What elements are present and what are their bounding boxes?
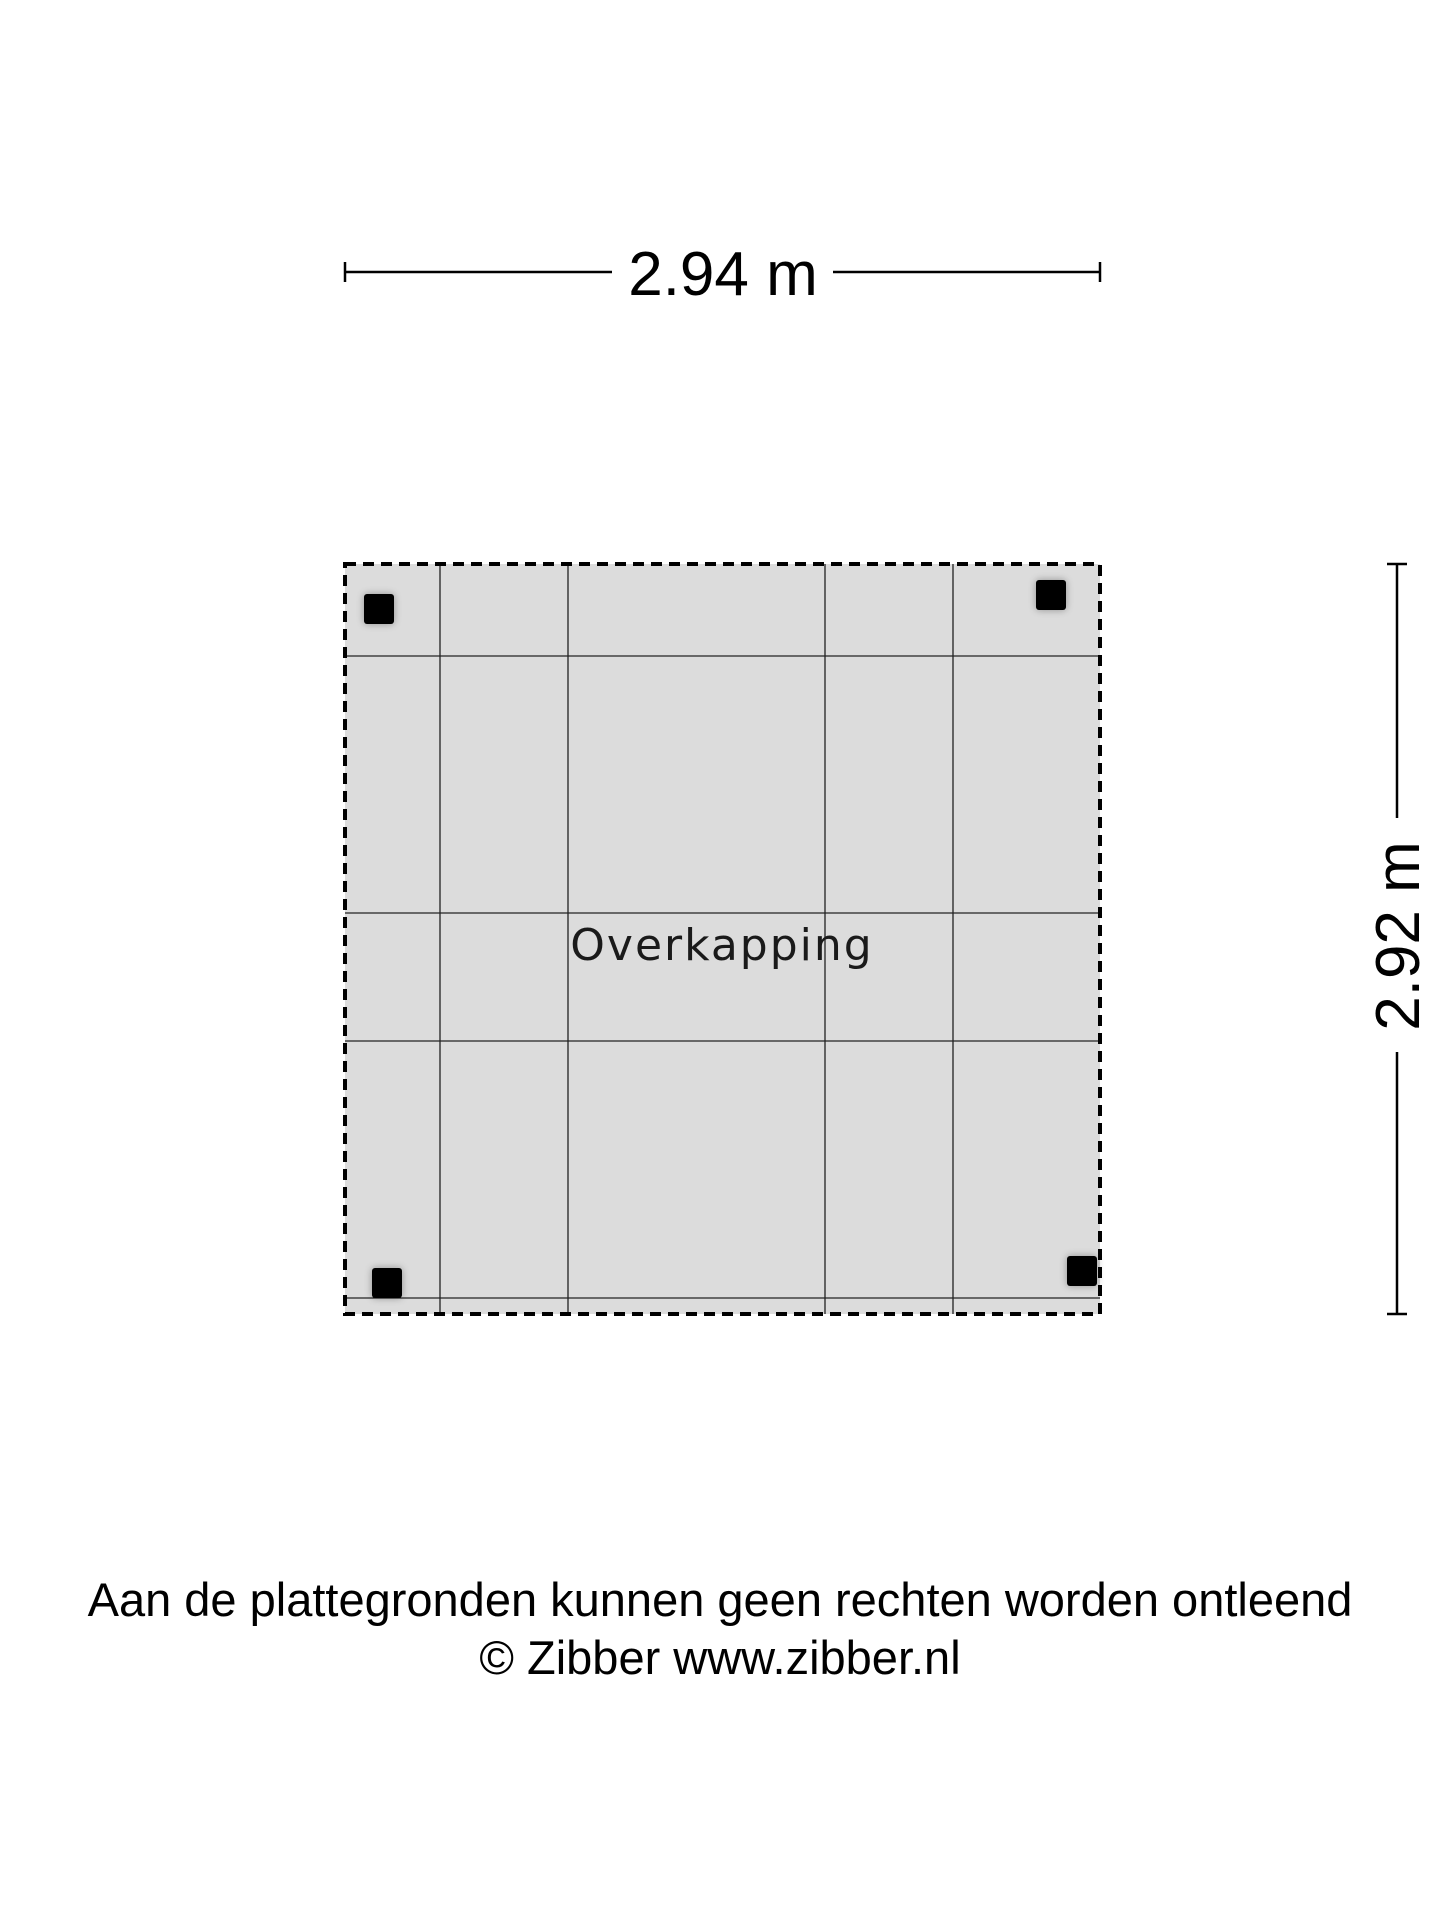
height-dimension-label: 2.92 m	[1364, 841, 1433, 1031]
width-dimension-label: 2.94 m	[628, 240, 818, 309]
post-top-left	[364, 594, 394, 624]
height-dimension	[1364, 564, 1433, 1314]
post-top-right	[1036, 580, 1066, 610]
width-dimension	[345, 240, 1100, 309]
room-label: Overkapping	[570, 920, 874, 971]
post-bottom-left	[372, 1268, 402, 1298]
disclaimer-text: Aan de plattegronden kunnen geen rechten worden ontleend	[87, 1573, 1353, 1626]
copyright-text: © Zibber www.zibber.nl	[479, 1631, 961, 1684]
post-bottom-right	[1067, 1256, 1097, 1286]
